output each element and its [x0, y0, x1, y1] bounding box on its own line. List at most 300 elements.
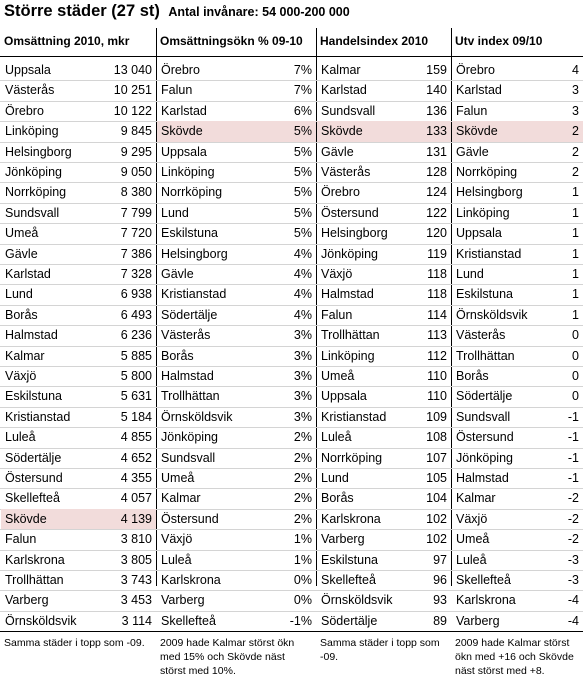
city-value: 3%	[293, 369, 312, 383]
table-row	[317, 121, 451, 141]
table-row	[317, 427, 451, 447]
city-value: 89	[433, 613, 447, 628]
table-row	[157, 590, 316, 610]
city-value: 1%	[293, 552, 312, 567]
table-row	[157, 427, 316, 447]
table-row	[1, 529, 156, 549]
city-name: Helsingborg	[456, 185, 523, 200]
city-name: Norrköping	[456, 165, 518, 179]
city-name: Skellefteå	[321, 573, 376, 587]
table-row	[157, 244, 316, 264]
city-value: 102	[426, 532, 447, 547]
city-name: Karlskrona	[5, 552, 65, 567]
city-value: 3 805	[120, 552, 152, 567]
city-value: -2	[567, 491, 579, 506]
city-value: 0%	[293, 573, 312, 587]
city-name: Västerås	[161, 328, 211, 343]
city-value: 140	[426, 83, 447, 98]
city-name: Skövde	[321, 124, 363, 139]
city-name: Linköping	[161, 165, 215, 179]
column-header: Omsättningsökn % 09-10	[160, 34, 303, 48]
city-name: Sundsvall	[161, 450, 216, 465]
city-value: 2%	[293, 430, 312, 445]
city-value: 113	[427, 328, 447, 343]
table-row	[452, 60, 583, 80]
table-row	[157, 284, 316, 304]
table-row	[1, 407, 156, 427]
table-row	[157, 346, 316, 366]
city-value: 9 295	[120, 144, 152, 159]
table-row	[317, 529, 451, 549]
city-value: 5 885	[120, 348, 152, 363]
city-value: 1	[572, 307, 579, 322]
city-value: 5%	[293, 226, 312, 241]
city-name: Kristianstad	[321, 409, 387, 424]
column-note: 2009 hade Kalmar störst ökn med +16 och Skövde näst störst med +8.	[455, 637, 574, 678]
city-name: Södertälje	[5, 450, 62, 465]
city-value: 4%	[293, 287, 312, 302]
city-value: 6 493	[120, 307, 152, 322]
table-row	[452, 468, 583, 488]
header-divider	[0, 56, 156, 57]
page-title: Större städer (27 st)	[4, 2, 160, 20]
table-row	[452, 509, 583, 529]
city-name: Sundsvall	[5, 205, 60, 220]
city-name: Västerås	[5, 83, 55, 98]
city-name: Gävle	[321, 144, 354, 159]
table-row	[157, 203, 316, 223]
table-row	[157, 305, 316, 325]
city-value: 119	[427, 246, 447, 261]
column-header: Utv index 09/10	[455, 34, 543, 48]
city-value: 2%	[293, 450, 312, 465]
city-name: Jönköping	[321, 246, 378, 261]
city-value: 107	[426, 450, 447, 465]
city-value: 2%	[293, 491, 312, 506]
city-name: Falun	[321, 307, 353, 322]
table-row	[452, 121, 583, 141]
city-name: Luleå	[456, 552, 487, 567]
table-row	[1, 488, 156, 508]
city-value: 3%	[293, 348, 312, 363]
city-name: Trollhättan	[161, 389, 220, 404]
table-row	[317, 611, 451, 631]
city-name: Helsingborg	[321, 226, 388, 241]
city-name: Varberg	[321, 532, 365, 547]
city-value: 97	[433, 552, 447, 567]
city-value: 9 050	[120, 165, 152, 179]
city-value: 4 057	[120, 491, 152, 506]
table-row	[1, 550, 156, 570]
city-value: 4%	[293, 267, 312, 281]
city-value: 120	[426, 226, 447, 241]
city-name: Skövde	[161, 124, 203, 139]
city-name: Karlskrona	[456, 593, 516, 608]
notes-divider	[451, 631, 583, 632]
column-header: Handelsindex 2010	[320, 34, 429, 48]
table-row	[1, 264, 156, 284]
table-row	[157, 121, 316, 141]
city-value: 102	[426, 511, 447, 526]
city-name: Östersund	[5, 471, 63, 485]
city-value: 3 743	[120, 573, 152, 587]
city-value: 7 720	[120, 226, 152, 241]
table-row	[452, 550, 583, 570]
city-value: 159	[426, 63, 447, 77]
table-row	[317, 203, 451, 223]
table-row	[452, 386, 583, 406]
table-row	[317, 346, 451, 366]
table-row	[1, 366, 156, 386]
city-name: Halmstad	[321, 287, 374, 302]
table-row	[1, 60, 156, 80]
table-row	[157, 611, 316, 631]
city-value: 108	[426, 430, 447, 445]
city-value: 3 453	[120, 593, 152, 608]
city-value: 6%	[293, 103, 312, 118]
column-note: Samma städer i topp som -09.	[320, 637, 440, 664]
city-name: Uppsala	[321, 389, 367, 404]
table-row	[1, 203, 156, 223]
table-row	[317, 182, 451, 202]
table-row	[317, 264, 451, 284]
table-row	[452, 325, 583, 345]
table-row	[452, 529, 583, 549]
city-value: 3%	[293, 389, 312, 404]
table-row	[317, 448, 451, 468]
table-row	[1, 509, 156, 529]
city-value: 2%	[293, 511, 312, 526]
city-name: Västerås	[321, 165, 371, 179]
city-name: Kalmar	[5, 348, 45, 363]
city-value: 0	[572, 328, 579, 343]
table-row	[157, 529, 316, 549]
table-row	[452, 611, 583, 631]
table-row	[452, 244, 583, 264]
city-value: 5%	[293, 124, 312, 139]
city-name: Örebro	[321, 185, 360, 200]
city-value: 3	[572, 103, 579, 118]
city-value: 1	[572, 267, 579, 281]
city-value: 104	[426, 491, 447, 506]
table-row	[1, 386, 156, 406]
city-name: Örebro	[161, 63, 200, 77]
table-row	[317, 488, 451, 508]
table-row	[452, 366, 583, 386]
city-name: Södertälje	[161, 307, 218, 322]
city-name: Luleå	[5, 430, 36, 445]
table-row	[1, 427, 156, 447]
table-row	[452, 570, 583, 590]
table-row	[452, 182, 583, 202]
city-name: Lund	[5, 287, 33, 302]
city-value: 93	[433, 593, 447, 608]
table-row	[317, 80, 451, 100]
table-row	[157, 448, 316, 468]
city-value: 7%	[293, 83, 312, 98]
table-row	[1, 325, 156, 345]
city-name: Lund	[161, 205, 189, 220]
city-name: Skövde	[5, 511, 47, 526]
city-name: Jönköping	[5, 165, 62, 179]
table-row	[452, 346, 583, 366]
table-row	[1, 142, 156, 162]
city-value: -2	[567, 511, 579, 526]
city-value: -1%	[289, 613, 312, 628]
city-value: 0	[572, 389, 579, 404]
city-value: 118	[427, 267, 447, 281]
city-name: Örnsköldsvik	[456, 307, 528, 322]
table-row	[317, 386, 451, 406]
city-value: 3%	[293, 409, 312, 424]
table-row	[1, 223, 156, 243]
city-name: Borås	[321, 491, 354, 506]
city-value: 1	[572, 226, 579, 241]
city-value: 3 114	[121, 613, 152, 628]
city-name: Kristianstad	[161, 287, 227, 302]
city-value: 118	[427, 287, 447, 302]
city-name: Borås	[161, 348, 194, 363]
city-value: 122	[426, 205, 447, 220]
city-name: Norrköping	[5, 185, 67, 200]
city-name: Södertälje	[321, 613, 378, 628]
city-name: Halmstad	[456, 471, 509, 485]
table-row	[317, 142, 451, 162]
table-row	[1, 448, 156, 468]
city-value: 6 236	[120, 328, 152, 343]
city-value: 7%	[293, 63, 312, 77]
city-name: Lund	[321, 471, 349, 485]
city-name: Gävle	[456, 144, 489, 159]
table-row	[157, 101, 316, 121]
city-name: Umeå	[321, 369, 355, 383]
table-row	[317, 223, 451, 243]
notes-divider	[0, 631, 156, 632]
table-row	[452, 590, 583, 610]
table-row	[157, 80, 316, 100]
city-name: Västerås	[456, 328, 506, 343]
table-row	[157, 468, 316, 488]
table-row	[317, 162, 451, 182]
city-name: Kalmar	[321, 63, 361, 77]
city-name: Borås	[456, 369, 489, 383]
city-value: 0%	[293, 593, 312, 608]
city-value: 1	[572, 185, 579, 200]
table-row	[317, 570, 451, 590]
header-divider	[156, 56, 316, 57]
city-name: Umeå	[456, 532, 490, 547]
city-name: Uppsala	[456, 226, 502, 241]
city-value: 96	[433, 573, 447, 587]
city-name: Växjö	[456, 511, 488, 526]
city-value: 110	[427, 369, 447, 383]
city-name: Eskilstuna	[456, 287, 513, 302]
table-row	[452, 427, 583, 447]
table-row	[1, 121, 156, 141]
table-row	[1, 284, 156, 304]
table-row	[1, 305, 156, 325]
table-row	[452, 407, 583, 427]
table-row	[452, 203, 583, 223]
table-row	[317, 60, 451, 80]
city-name: Luleå	[161, 552, 192, 567]
city-value: 4%	[293, 246, 312, 261]
table-row	[317, 244, 451, 264]
city-name: Norrköping	[321, 450, 383, 465]
city-value: 7 386	[120, 246, 152, 261]
table-row	[317, 325, 451, 345]
ranking-table	[0, 28, 583, 678]
city-value: 4 355	[120, 471, 152, 485]
city-name: Helsingborg	[5, 144, 72, 159]
city-name: Linköping	[5, 124, 59, 139]
city-value: -3	[567, 573, 579, 587]
city-value: 136	[426, 103, 447, 118]
page-title-block	[4, 2, 350, 28]
table-row	[452, 264, 583, 284]
city-name: Örebro	[456, 63, 495, 77]
table-row	[452, 284, 583, 304]
city-value: 0	[572, 369, 579, 383]
city-name: Umeå	[161, 471, 195, 485]
city-value: 3%	[293, 328, 312, 343]
city-value: -3	[567, 552, 579, 567]
city-value: 5%	[293, 165, 312, 179]
city-name: Trollhättan	[321, 328, 380, 343]
table-row	[317, 305, 451, 325]
city-value: 8 380	[120, 185, 152, 200]
city-value: 3 810	[120, 532, 152, 547]
city-name: Skellefteå	[5, 491, 60, 506]
city-value: 1	[572, 246, 579, 261]
table-row	[157, 509, 316, 529]
city-name: Karlstad	[321, 83, 367, 98]
city-value: 4 139	[120, 511, 152, 526]
table-row	[452, 80, 583, 100]
table-row	[317, 590, 451, 610]
city-value: 2%	[293, 471, 312, 485]
city-value: 1%	[293, 532, 312, 547]
city-value: 5 184	[120, 409, 152, 424]
table-row	[317, 407, 451, 427]
notes-divider	[156, 631, 316, 632]
city-name: Örnsköldsvik	[161, 409, 233, 424]
city-value: -1	[567, 450, 579, 465]
city-value: -1	[567, 409, 579, 424]
city-name: Eskilstuna	[161, 226, 218, 241]
city-name: Karlskrona	[321, 511, 381, 526]
table-row	[317, 284, 451, 304]
city-value: 6 938	[120, 287, 152, 302]
city-value: 124	[426, 185, 447, 200]
city-value: 10 122	[113, 103, 152, 118]
column-header: Omsättning 2010, mkr	[4, 34, 130, 48]
city-value: 112	[427, 348, 447, 363]
city-value: 13 040	[113, 63, 152, 77]
city-name: Södertälje	[456, 389, 513, 404]
city-name: Norrköping	[161, 185, 223, 200]
city-name: Karlskrona	[161, 573, 221, 587]
table-row	[1, 590, 156, 610]
city-name: Borås	[5, 307, 38, 322]
city-name: Trollhättan	[456, 348, 515, 363]
header-divider	[316, 56, 451, 57]
notes-divider	[316, 631, 451, 632]
city-value: -4	[567, 593, 579, 608]
city-name: Eskilstuna	[5, 389, 62, 404]
header-divider	[451, 56, 583, 57]
city-name: Örnsköldsvik	[5, 613, 77, 628]
city-name: Lund	[456, 267, 484, 281]
city-value: 2	[572, 124, 579, 139]
column-note: Samma städer i topp som -09.	[4, 637, 145, 650]
city-name: Uppsala	[5, 63, 51, 77]
city-name: Halmstad	[161, 369, 214, 383]
table-row	[1, 468, 156, 488]
table-row	[452, 305, 583, 325]
city-value: 109	[426, 409, 447, 424]
city-value: 5%	[293, 185, 312, 200]
city-name: Skövde	[456, 124, 498, 139]
table-row	[157, 386, 316, 406]
city-name: Falun	[161, 83, 193, 98]
city-value: 10 251	[113, 83, 152, 98]
city-value: 4	[572, 63, 579, 77]
table-row	[157, 223, 316, 243]
table-row	[452, 101, 583, 121]
table-row	[157, 325, 316, 345]
city-value: 9 845	[120, 124, 152, 139]
table-row	[317, 550, 451, 570]
city-value: 114	[427, 307, 447, 322]
city-value: 5%	[293, 144, 312, 159]
city-name: Trollhättan	[5, 573, 64, 587]
city-name: Växjö	[321, 267, 353, 281]
city-value: 2	[572, 165, 579, 179]
table-row	[1, 611, 156, 631]
city-value: 5%	[293, 205, 312, 220]
table-row	[1, 162, 156, 182]
city-name: Varberg	[456, 613, 500, 628]
column-note: 2009 hade Kalmar störst ökn med 15% och Skövde näst störst med 10%.	[160, 637, 295, 678]
city-name: Växjö	[5, 369, 37, 383]
city-name: Skellefteå	[161, 613, 216, 628]
city-name: Kristianstad	[5, 409, 71, 424]
city-name: Karlstad	[456, 83, 502, 98]
city-value: 1	[572, 287, 579, 302]
table-row	[317, 366, 451, 386]
city-value: 0	[572, 348, 579, 363]
table-row	[1, 80, 156, 100]
city-value: 3	[572, 83, 579, 98]
city-name: Gävle	[5, 246, 38, 261]
city-name: Östersund	[456, 430, 514, 445]
city-value: 2	[572, 144, 579, 159]
city-value: 7 328	[120, 267, 152, 281]
city-name: Linköping	[456, 205, 510, 220]
city-value: 105	[426, 471, 447, 485]
city-name: Örnsköldsvik	[321, 593, 393, 608]
table-row	[317, 468, 451, 488]
table-row	[452, 488, 583, 508]
city-name: Växjö	[161, 532, 193, 547]
table-row	[1, 244, 156, 264]
table-row	[452, 223, 583, 243]
table-row	[452, 448, 583, 468]
city-value: 1	[572, 205, 579, 220]
city-name: Kalmar	[161, 491, 201, 506]
city-name: Jönköping	[456, 450, 513, 465]
